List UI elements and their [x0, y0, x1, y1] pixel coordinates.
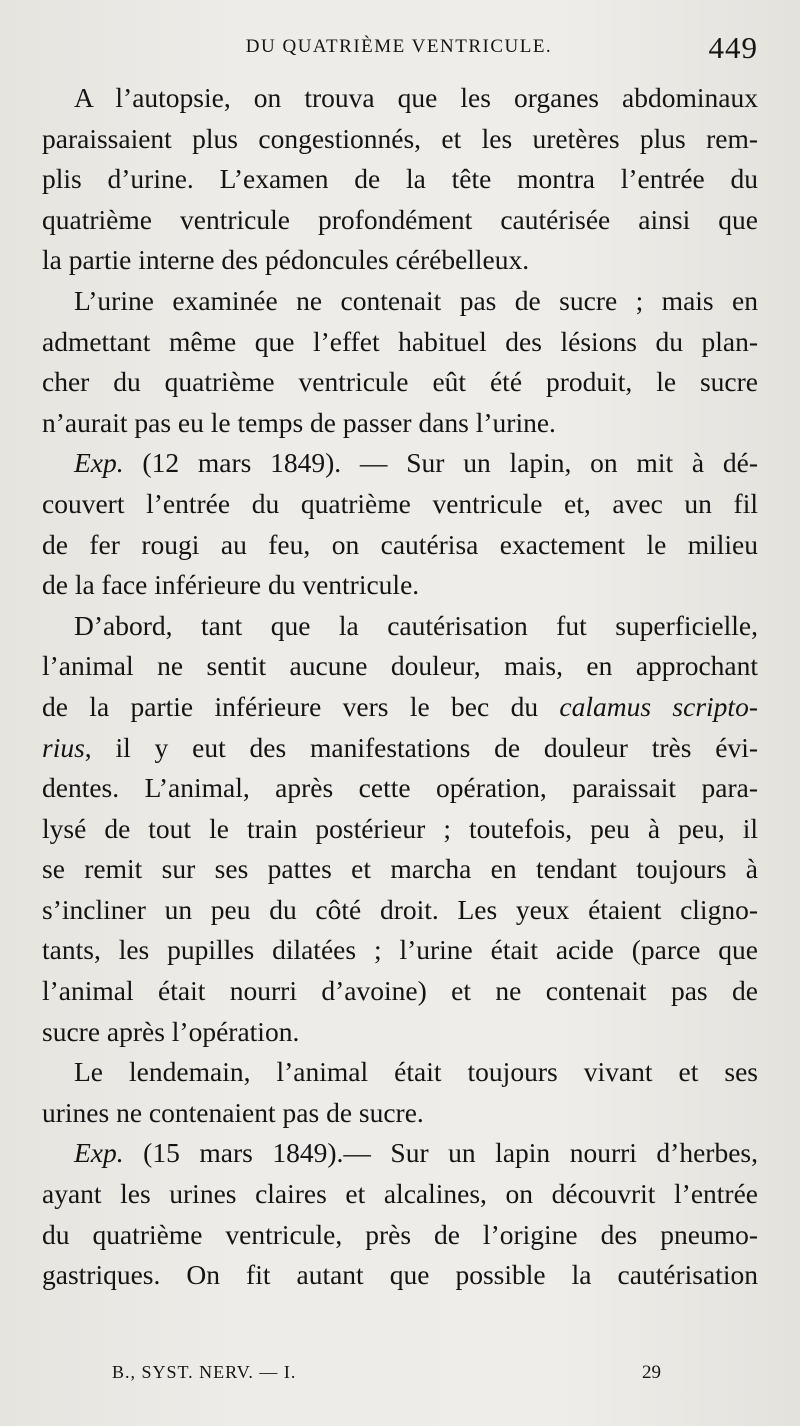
text-line: D’abord, tant que la cautérisation fut superficielle, [74, 609, 758, 641]
text-line: l’animal était nourri d’avoine) et ne contenait pas de [42, 975, 758, 1007]
text-line [42, 728, 758, 769]
page-footer [112, 1362, 710, 1392]
body-text [42, 78, 758, 1296]
italic-term: calamus scripto- [559, 690, 758, 722]
text-line [42, 1133, 758, 1174]
text-line: L’urine examinée ne contenait pas de sucre ; mais en [74, 284, 758, 316]
experiment-label: Exp. [74, 447, 124, 479]
paragraph-experiment-15-march [42, 1133, 758, 1295]
paragraph-experiment-12-march [42, 443, 758, 605]
running-head [40, 30, 758, 70]
text-line: quatrième ventricule profondément cautérisée ainsi que [42, 203, 758, 235]
italic-term: rius [42, 731, 85, 763]
paragraph-autopsy [42, 78, 758, 281]
text-segment: de la partie inférieure vers le bec du [42, 690, 560, 722]
text-line: l’animal ne sentit aucune douleur, mais, en approchant [42, 650, 758, 682]
text-line: urines ne contenaient pas de sucre. [42, 1096, 424, 1128]
text-line: du quatrième ventricule, près de l’origine des pneumo- [42, 1218, 758, 1250]
text-line [42, 687, 758, 728]
sheet-number: 29 [642, 1362, 661, 1383]
paragraph-next-day [42, 1052, 758, 1133]
text-segment: , il y eut des manifestations de douleur très évi- [84, 731, 758, 763]
printer-signature: B., SYST. NERV. — I. [112, 1362, 297, 1382]
text-line: de la face inférieure du ventricule. [42, 569, 420, 601]
text-line: sucre après l’opération. [42, 1015, 300, 1047]
text-line: plis d’urine. L’examen de la tête montra l’entrée du [42, 163, 758, 195]
text-line: couvert l’entrée du quatrième ventricule et, avec un fil [42, 487, 758, 519]
text-line: se remit sur ses pattes et marcha en tendant toujours à [42, 853, 758, 885]
paragraph-urine-examined [42, 281, 758, 443]
text-line: cher du quatrième ventricule eût été produit, le sucre [42, 366, 758, 398]
text-line: dentes. L’animal, après cette opération, paraissait para- [42, 772, 758, 804]
text-line: tants, les pupilles dilatées ; l’urine était acide (parce que [42, 934, 758, 966]
paragraph-cauterisation-effects [42, 606, 758, 1053]
text-line: admettant même que l’effet habituel des lésions du plan- [42, 325, 758, 357]
text-line: la partie interne des pédoncules cérébelleux. [42, 244, 530, 276]
text-segment: (12 mars 1849). — Sur un lapin, on mit à dé- [123, 447, 758, 479]
running-title: DU QUATRIÈME VENTRICULE. [245, 36, 553, 57]
text-line: s’incliner un peu du côté droit. Les yeux étaient cligno- [42, 893, 758, 925]
text-line: A l’autopsie, on trouva que les organes abdominaux [74, 82, 758, 113]
page-number: 449 [708, 30, 758, 65]
text-line: de fer rougi au feu, on cautérisa exactement le milieu [42, 528, 758, 560]
text-line: paraissaient plus congestionnés, et les uretères plus rem- [42, 122, 758, 154]
text-line: lysé de tout le train postérieur ; toutefois, peu à peu, il [42, 812, 758, 844]
experiment-label: Exp. [74, 1137, 124, 1169]
text-line: n’aurait pas eu le temps de passer dans l’urine. [42, 406, 556, 438]
text-line: ayant les urines claires et alcalines, on découvrit l’entrée [42, 1178, 758, 1210]
text-line [42, 443, 758, 484]
text-line: Le lendemain, l’animal était toujours vivant et ses [74, 1056, 758, 1088]
text-segment: (15 mars 1849).— Sur un lapin nourri d’herbes, [123, 1137, 758, 1169]
text-line: gastriques. On fit autant que possible la cautérisation [42, 1259, 758, 1291]
